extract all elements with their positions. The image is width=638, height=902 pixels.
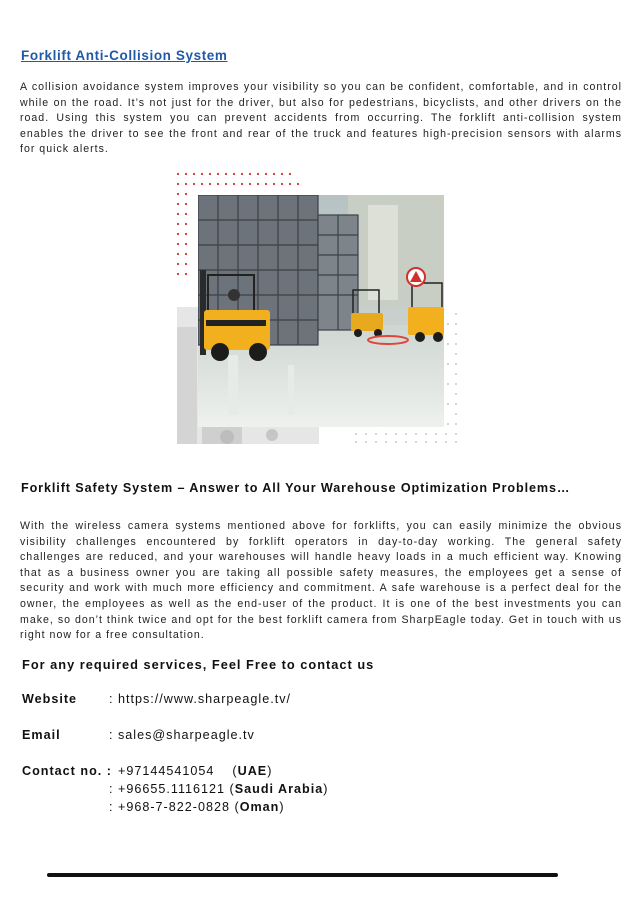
warehouse-figure [174,170,466,448]
website-link[interactable]: : https://www.sharpeagle.tv/ [109,692,291,706]
section-title-anti-collision: Forklift Anti-Collision System [21,48,228,63]
footer-divider [47,873,558,877]
email-label: Email [22,728,61,742]
contact-heading: For any required services, Feel Free to contact us [22,657,375,672]
phone-country: UAE [237,764,268,778]
phone-oman[interactable]: : +968-7-822-0828 (Oman) [109,800,285,814]
warehouse-forklift-photo [198,195,444,427]
phone-uae[interactable]: +97144541054 (UAE) [118,764,273,778]
phone-country: Saudi Arabia [234,782,324,796]
website-label: Website [22,692,78,706]
section-title-safety-system: Forklift Safety System – Answer to All Your Warehouse Optimization Problems… [21,481,571,495]
anti-collision-paragraph: A collision avoidance system improves your visibility so you can be confident, comfortable, and in control while on the road. It’s not just for the driver, but also for pedestrians, bicyclists, and other drivers on the road. Using this system you can prevent accidents from occurring. The forklift anti-collision system enables the driver to see the front and rear of the truck and features high-precision sensors with alarms for quick alerts. [20,81,622,156]
phone-number: +97144541054 [118,764,215,778]
phone-number: : +968-7-822-0828 [109,800,230,814]
phone-number: : +96655.1116121 [109,782,226,796]
phone-saudi[interactable]: : +96655.1116121 (Saudi Arabia) [109,782,329,796]
contact-label: Contact no. : [22,764,112,778]
email-link[interactable]: : sales@sharpeagle.tv [109,728,255,742]
phone-country: Oman [239,800,280,814]
safety-system-paragraph: With the wireless camera systems mentioned above for forklifts, you can easily minimize the obvious visibility challenges encountered by forklift operators in day-to-day working. The general safety challenges are reduced, and your warehouses will handle heavy loads in a much efficient way. Knowing that as a business owner you are taking all possible safety measures, the employees get a sense of security and work with much more efficiency and commitment. A safe warehouse is a perfect deal for the owner, the employees as well as the end-user of the product. It is one of the best investments you can make, so don’t think twice and opt for the best forklift camera from SharpEagle today. Get in touch with us right now for a free consultation. [20,520,622,642]
